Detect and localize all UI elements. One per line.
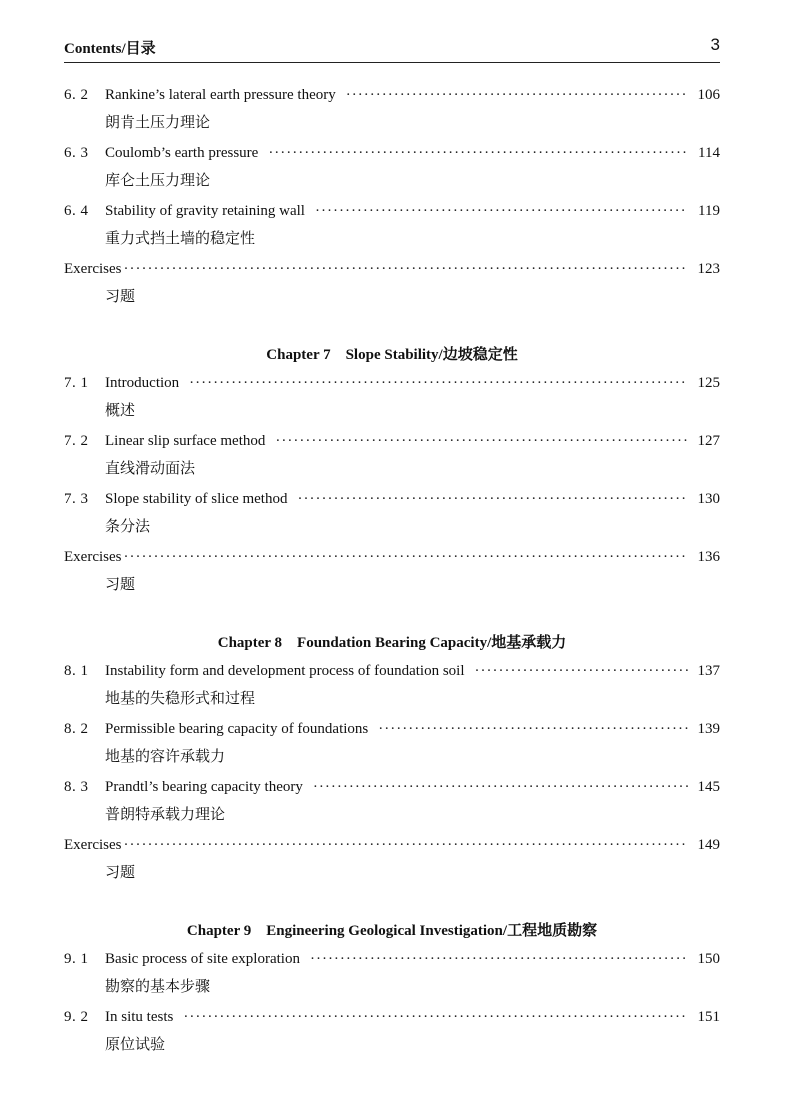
section-number: 9. 1 <box>64 951 89 967</box>
toc-entry[interactable] <box>64 428 720 486</box>
page-number: 137 <box>697 663 720 679</box>
dot-leader <box>275 428 688 454</box>
section-title-cn: 概述 <box>105 401 136 419</box>
exercises-title: Exercises <box>64 261 122 277</box>
page-number: 149 <box>697 837 720 853</box>
page-header <box>64 36 720 63</box>
header-page-number: 3 <box>710 35 720 54</box>
section-number: 6. 2 <box>64 87 89 103</box>
page-number: 150 <box>697 951 720 967</box>
chapter-title: Slope Stability/ <box>345 347 443 363</box>
section-title: Stability of gravity retaining wall <box>105 203 305 219</box>
section-title-cn: 条分法 <box>105 517 151 535</box>
exercises-title-cn: 习题 <box>105 287 136 305</box>
section-title: Introduction <box>105 375 180 391</box>
section-title-cn: 勘察的基本步骤 <box>105 977 211 995</box>
dot-leader <box>310 946 688 972</box>
page-number: 127 <box>697 433 720 449</box>
section-number: 7. 2 <box>64 433 89 449</box>
section-title: Instability form and development process of foundation soil <box>105 663 465 679</box>
page-number: 123 <box>697 261 720 277</box>
chapter-heading <box>64 343 720 364</box>
dot-leader <box>378 716 688 742</box>
section-title: Permissible bearing capacity of foundations <box>105 721 369 737</box>
toc-entry[interactable] <box>64 658 720 716</box>
table-of-contents <box>64 82 720 1062</box>
toc-entry[interactable] <box>64 370 720 428</box>
exercises-entry[interactable] <box>64 544 720 602</box>
section-title: In situ tests <box>105 1009 174 1025</box>
section-number: 6. 4 <box>64 203 89 219</box>
toc-entry[interactable] <box>64 716 720 774</box>
dot-leader <box>346 82 688 108</box>
section-number: 7. 1 <box>64 375 89 391</box>
section-title: Basic process of site exploration <box>105 951 300 967</box>
dot-leader <box>297 486 688 512</box>
section-number: 9. 2 <box>64 1009 89 1025</box>
section-title: Coulomb’s earth pressure <box>105 145 259 161</box>
section-title: Linear slip surface method <box>105 433 266 449</box>
page-number: 114 <box>698 145 720 161</box>
section-title-cn: 直线滑动面法 <box>105 459 196 477</box>
toc-entry[interactable] <box>64 140 720 198</box>
chapter-label: Chapter 8 <box>217 635 283 651</box>
section-title-cn: 地基的容许承载力 <box>105 747 226 765</box>
toc-entry[interactable] <box>64 82 720 140</box>
section-title: Prandtl’s bearing capacity theory <box>105 779 303 795</box>
dot-leader <box>268 140 688 166</box>
exercises-title: Exercises <box>64 837 122 853</box>
header-title: Contents/目录 <box>64 41 156 57</box>
section-number: 7. 3 <box>64 491 89 507</box>
dot-leader <box>189 370 688 396</box>
chapter-heading-row <box>64 602 720 658</box>
chapter-title-cn: 地基承载力 <box>491 633 567 651</box>
toc-entry[interactable] <box>64 1004 720 1062</box>
chapter-title: Foundation Bearing Capacity/ <box>297 635 492 651</box>
dot-leader <box>183 1004 688 1030</box>
dot-leader <box>123 256 688 282</box>
exercises-title: Exercises <box>64 549 122 565</box>
chapter-heading <box>64 631 720 652</box>
toc-entry[interactable] <box>64 946 720 1004</box>
chapter-label: Chapter 7 <box>266 347 331 363</box>
section-title: Rankine’s lateral earth pressure theory <box>105 87 336 103</box>
page-number: 119 <box>698 203 720 219</box>
chapter-title: Engineering Geological Investigation/ <box>266 923 508 939</box>
page-number: 106 <box>697 87 720 103</box>
chapter-label: Chapter 9 <box>186 923 252 939</box>
exercises-title-cn: 习题 <box>105 575 136 593</box>
dot-leader <box>475 658 688 684</box>
chapter-heading-row <box>64 890 720 946</box>
page-number: 130 <box>697 491 720 507</box>
exercises-title-cn: 习题 <box>105 863 136 881</box>
section-number: 8. 2 <box>64 721 89 737</box>
page-number: 151 <box>697 1009 720 1025</box>
page-number: 139 <box>697 721 720 737</box>
toc-entry[interactable] <box>64 486 720 544</box>
section-title: Slope stability of slice method <box>105 491 288 507</box>
dot-leader <box>123 832 688 858</box>
section-title-cn: 普朗特承载力理论 <box>105 805 226 823</box>
exercises-entry[interactable] <box>64 832 720 890</box>
dot-leader <box>123 544 688 570</box>
page-number: 145 <box>697 779 720 795</box>
exercises-entry[interactable] <box>64 256 720 314</box>
section-title-cn: 地基的失稳形式和过程 <box>105 689 256 707</box>
page-number: 136 <box>697 549 720 565</box>
dot-leader <box>315 198 688 224</box>
toc-entry[interactable] <box>64 774 720 832</box>
page-number: 125 <box>697 375 720 391</box>
toc-entry[interactable] <box>64 198 720 256</box>
chapter-heading <box>64 919 720 940</box>
dot-leader <box>313 774 688 800</box>
chapter-title-cn: 工程地质勘察 <box>507 921 598 939</box>
section-number: 6. 3 <box>64 145 89 161</box>
section-title-cn: 朗肯土压力理论 <box>105 113 211 131</box>
chapter-title-cn: 边坡稳定性 <box>442 345 518 363</box>
section-number: 8. 3 <box>64 779 89 795</box>
section-title-cn: 原位试验 <box>105 1035 166 1053</box>
section-title-cn: 库仑土压力理论 <box>105 171 211 189</box>
section-title-cn: 重力式挡土墙的稳定性 <box>105 229 256 247</box>
section-number: 8. 1 <box>64 663 89 679</box>
chapter-heading-row <box>64 314 720 370</box>
